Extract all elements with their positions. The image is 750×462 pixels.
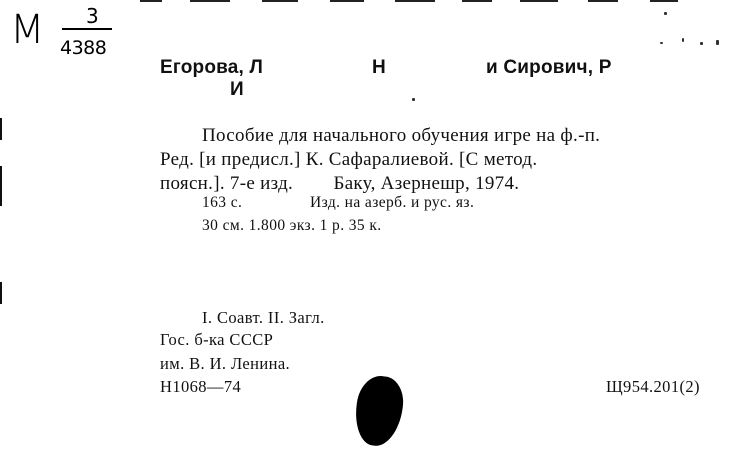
language-note: Изд. на азерб. и рус. яз.	[310, 194, 475, 211]
scan-mark	[520, 0, 558, 2]
scan-left-edge-mark	[0, 166, 2, 206]
author1-patronymic-initial: Н	[372, 57, 386, 78]
shelfmark-numerator: 3	[86, 4, 99, 28]
scan-speck	[682, 38, 684, 42]
library-line-2: им. В. И. Ленина.	[160, 354, 291, 373]
scan-mark	[395, 0, 435, 2]
scan-top-edge	[0, 0, 750, 3]
description-line-1: Пособие для начального обучения игре на ф.-п.	[202, 125, 601, 146]
scan-left-edge-mark	[0, 282, 2, 304]
description-line-3: поясн.]. 7-е изд. Баку, Азернешр, 1974.	[160, 173, 520, 194]
scan-speck	[412, 98, 415, 101]
scan-mark	[262, 0, 298, 2]
author2-patronymic-initial: И	[230, 79, 244, 100]
size-run-price: 30 см. 1.800 экз. 1 р. 35 к.	[202, 217, 382, 234]
scan-mark	[650, 0, 678, 2]
library-line-1: Гос. б-ка СССР	[160, 330, 274, 349]
scan-mark	[330, 0, 364, 2]
shelfmark-fraction-line	[62, 28, 112, 30]
scan-speck	[700, 42, 703, 45]
ink-blot	[351, 373, 406, 449]
scan-speck	[716, 40, 719, 45]
scan-left-edge-mark	[0, 118, 2, 140]
scan-mark	[588, 0, 618, 2]
classification-code: Щ954.201(2)	[606, 377, 700, 396]
scan-speck	[664, 12, 667, 15]
scan-mark	[462, 0, 492, 2]
author2-name: и Сирович, Р	[486, 57, 612, 78]
scan-mark	[190, 0, 230, 2]
description-line-2: Ред. [и предисл.] К. Сафаралиевой. [С метод.	[160, 149, 538, 170]
author1-name: Егорова, Л	[160, 57, 264, 78]
tracings: I. Соавт. II. Загл.	[202, 308, 325, 327]
shelfmark-letter: М	[10, 7, 45, 53]
card-number: Н1068—74	[160, 377, 242, 396]
page-count: 163 с.	[202, 194, 243, 211]
scan-mark	[140, 0, 162, 2]
shelfmark-denominator: 4388	[60, 37, 107, 59]
scan-speck	[660, 42, 663, 44]
